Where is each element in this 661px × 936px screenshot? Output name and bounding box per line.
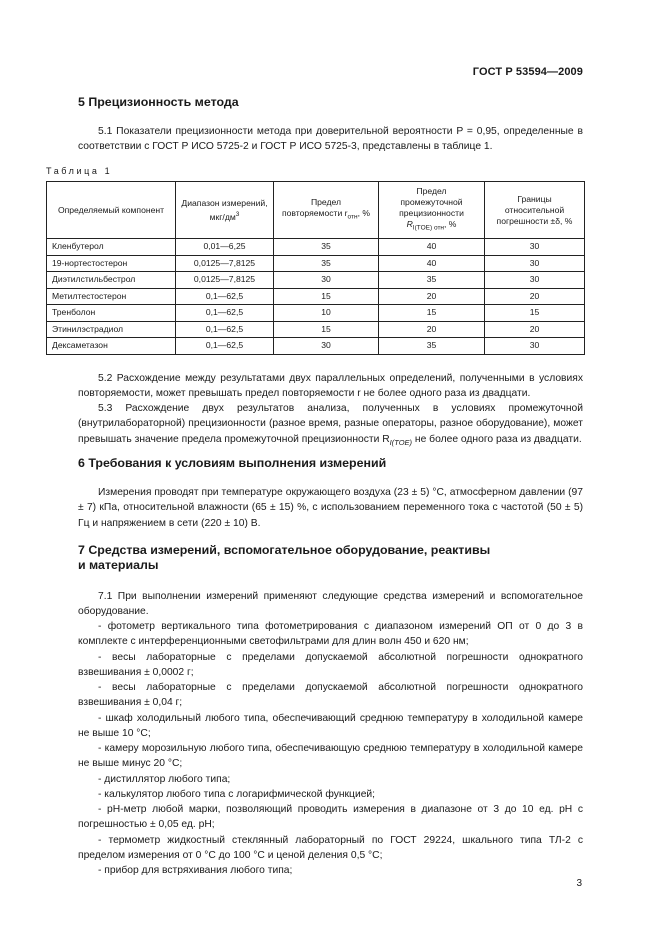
paragraph-7-1: 7.1 При выполнении измерений применяют следующие средства измерений и вспомогательное оборудование.: [78, 591, 583, 618]
cell-r: 35: [274, 255, 379, 272]
cell-R: 35: [379, 272, 485, 289]
cell-R: 20: [379, 288, 485, 305]
cell-R: 40: [379, 239, 485, 256]
cell-delta: 15: [485, 305, 585, 322]
cell-R: 20: [379, 321, 485, 338]
paragraph-5-2: 5.2 Расхождение между результатами двух параллельных определений, полученными в условиях повторяемости, может превышать предел повторяемости r не более одного раза из двадцати.: [78, 373, 583, 400]
paragraph-6: Измерения проводят при температуре окружающего воздуха (23 ± 5) °С, атмосферном давлении (97 ± 7) кПа, относительной влажности (65 ± 15) %, с использованием переменного тока с частотой (50 ± 5) Гц и напряжением в сети (220 ± 10) В.: [78, 487, 583, 529]
cell-R: 35: [379, 338, 485, 355]
cell-r: 30: [274, 272, 379, 289]
cell-R: 15: [379, 305, 485, 322]
paragraph-5-3: 5.3 Расхождение двух результатов анализа, полученных в условиях промежуточной (внутрилабораторной) прецизионности (разное время, разные операторы, разное оборудование), может превышать значение предела промежуточной прецизионности $R_{I(TOE)}$ не более одного раза из двадцати.: [78, 403, 583, 447]
cell-component: 19-нортестостерон: [47, 255, 176, 272]
cell-component: Этинилэстрадиол: [47, 321, 176, 338]
cell-r: 30: [274, 338, 379, 355]
cell-delta: 20: [485, 321, 585, 338]
table-row: [47, 321, 585, 338]
list-item: - pH-метр любой марки, позволяющий проводить измерения в диапазоне от 3 до 10 ед. pH с погрешностью ± 0,05 ед. pH;: [78, 804, 583, 831]
cell-r: 15: [274, 288, 379, 305]
header-intermediate-precision: Предел промежуточной прецизионности $R_{I(TOE) отн}$, %: [379, 182, 485, 239]
cell-R: 40: [379, 255, 485, 272]
header-repeatability: Предел повторяемости $r_{отн}$, %: [274, 182, 379, 239]
cell-component: Метилтестостерон: [47, 288, 176, 305]
list-item: - камеру морозильную любого типа, обеспечивающую среднюю температуру в холодильной камере не выше минус 20 °С;: [78, 743, 583, 770]
cell-range: 0,0125—7,8125: [176, 255, 274, 272]
section-7-title: 7 Средства измерений, вспомогательное оборудование, реактивы и материалы: [78, 543, 491, 572]
list-item: - весы лабораторные с пределами допускаемой абсолютной погрешности однократного взвешивания ± 0,04 г;: [78, 682, 583, 709]
section-6-title: 6 Требования к условиям выполнения измерений: [78, 456, 387, 470]
table-header-row: [47, 182, 585, 239]
cell-r: 35: [274, 239, 379, 256]
cell-component: Кленбутерол: [47, 239, 176, 256]
cell-r: 10: [274, 305, 379, 322]
standard-designation: ГОСТ Р 53594—2009: [472, 66, 583, 78]
cell-delta: 30: [485, 338, 585, 355]
table-row: [47, 288, 585, 305]
cell-delta: 30: [485, 272, 585, 289]
cell-range: 0,01—6,25: [176, 239, 274, 256]
table-caption: Таблица 1: [46, 166, 113, 176]
list-item: - дистиллятор любого типа;: [98, 774, 231, 785]
cell-delta: 30: [485, 255, 585, 272]
table-row: [47, 305, 585, 322]
cell-component: Дексаметазон: [47, 338, 176, 355]
page-number: 3: [576, 878, 582, 889]
cell-component: Тренболон: [47, 305, 176, 322]
table-row: [47, 272, 585, 289]
precision-table: [46, 181, 585, 355]
cell-delta: 20: [485, 288, 585, 305]
list-item: - прибор для встряхивания любого типа;: [98, 865, 293, 876]
header-error-limits: Границы относительной погрешности ±δ, %: [485, 182, 585, 239]
cell-range: 0,1—62,5: [176, 338, 274, 355]
header-component: Определяемый компонент: [47, 182, 176, 239]
list-item: - калькулятор любого типа с логарифмической функцией;: [98, 789, 376, 800]
list-item: - шкаф холодильный любого типа, обеспечивающий среднюю температуру в холодильной камере не выше 10 °С;: [78, 713, 583, 740]
table-row: [47, 239, 585, 256]
table-row: [47, 338, 585, 355]
cell-range: 0,1—62,5: [176, 305, 274, 322]
cell-range: 0,1—62,5: [176, 321, 274, 338]
cell-component: Диэтилстильбестрол: [47, 272, 176, 289]
section-5-title: 5 Прецизионность метода: [78, 95, 239, 109]
cell-range: 0,0125—7,8125: [176, 272, 274, 289]
header-range: Диапазон измерений, мкг/$дм^3$: [176, 182, 274, 239]
list-item: - весы лабораторные с пределами допускаемой абсолютной погрешности однократного взвешивания ± 0,0002 г;: [78, 652, 583, 679]
cell-delta: 30: [485, 239, 585, 256]
cell-range: 0,1—62,5: [176, 288, 274, 305]
paragraph-5-1: 5.1 Показатели прецизионности метода при доверительной вероятности P = 0,95, определенные в соответствии с ГОСТ Р ИСО 5725-2 и ГОСТ Р ИСО 5725-3, представлены в таблице 1.: [78, 126, 583, 153]
list-item: - термометр жидкостный стеклянный лабораторный по ГОСТ 29224, шкального типа ТЛ-2 с пределом измерения от 0 °С до 100 °С и ценой деления 0,5 °С;: [78, 835, 583, 862]
list-item: - фотометр вертикального типа фотометрирования с диапазоном измерений ОП от 0 до 3 в комплекте с интерференционными светофильтрами для длин волн 450 и 620 нм;: [78, 621, 583, 648]
cell-r: 15: [274, 321, 379, 338]
table-row: [47, 255, 585, 272]
